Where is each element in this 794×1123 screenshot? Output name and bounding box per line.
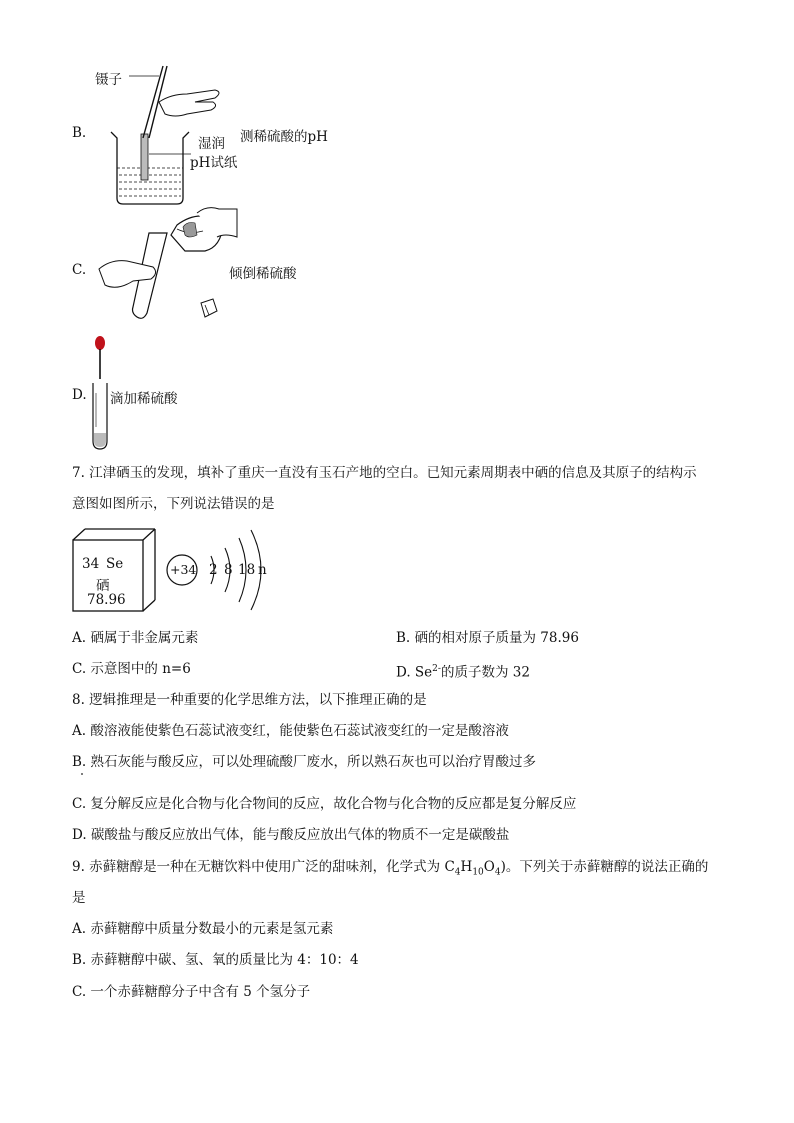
q9-stem-line1: 9. 赤藓糖醇是一种在无糖饮料中使用广泛的甜味剂，化学式为 $C_4H_{10}O_4$)。下列关于赤藓糖醇的说法正确的 [72,859,709,878]
option-d-caption: 滴加稀硫酸 [110,391,178,407]
ph-paper-label: pH试纸 [190,155,238,171]
element-name: 硒 [96,578,110,594]
option-c-caption: 倾倒稀硫酸 [229,266,297,282]
stray-dot [81,773,83,775]
q8-option-d: D. 碳酸盐与酸反应放出气体，能与酸反应放出气体的物质不一定是碳酸盐 [72,827,510,843]
q8-option-b: B. 熟石灰能与酸反应，可以处理硫酸厂废水，所以熟石灰也可以治疗胃酸过多 [72,754,537,770]
wet-label: 湿润 [198,136,225,152]
option-b-caption: 测稀硫酸的pH [240,129,328,145]
q7-stem-line2: 意图如图所示，下列说法错误的是 [72,496,275,512]
element-number: 34 [82,556,100,572]
q9-option-c: C. 一个赤藓糖醇分子中含有 5 个氢分子 [72,984,311,1000]
element-symbol: Se [106,556,124,572]
dropper-figure [91,335,111,451]
q7-option-d: D. $Se^{2-}$的质子数为 32 [396,664,530,681]
nucleus-charge: +34 [170,562,197,577]
q7-stem-line1: 7. 江津硒玉的发现，填补了重庆一直没有玉石产地的空白。已知元素周期表中硒的信息及其原子的结构示 [72,465,697,481]
q7-option-c: C. 示意图中的 n=6 [72,661,191,677]
shell-4-count: n [258,562,267,578]
q8-option-c: C. 复分解反应是化合物与化合物间的反应，故化合物与化合物的反应都是复分解反应 [72,796,577,812]
pouring-figure [97,207,237,322]
q7-option-a: A. 硒属于非金属元素 [72,630,199,646]
shell-2-count: 8 [224,562,233,578]
option-b-letter: B. [72,125,87,141]
q8-option-a: A. 酸溶液能使紫色石蕊试液变红，能使紫色石蕊试液变红的一定是酸溶液 [72,723,509,739]
option-c-letter: C. [72,262,87,278]
shell-1-count: 2 [209,562,218,578]
element-mass: 78.96 [87,592,126,608]
q8-stem: 8. 逻辑推理是一种重要的化学思维方法，以下推理正确的是 [72,692,427,708]
q9-option-a: A. 赤藓糖醇中质量分数最小的元素是氢元素 [72,921,334,937]
shell-3-count: 18 [238,562,256,578]
tweezers-label: 镊子 [95,72,122,88]
q7-option-b: B. 硒的相对原子质量为 78.96 [396,630,579,646]
option-d-letter: D. [72,387,87,403]
q9-option-b: B. 赤藓糖醇中碳、氢、氧的质量比为 4：10：4 [72,952,359,968]
q9-stem-line2: 是 [72,890,86,906]
